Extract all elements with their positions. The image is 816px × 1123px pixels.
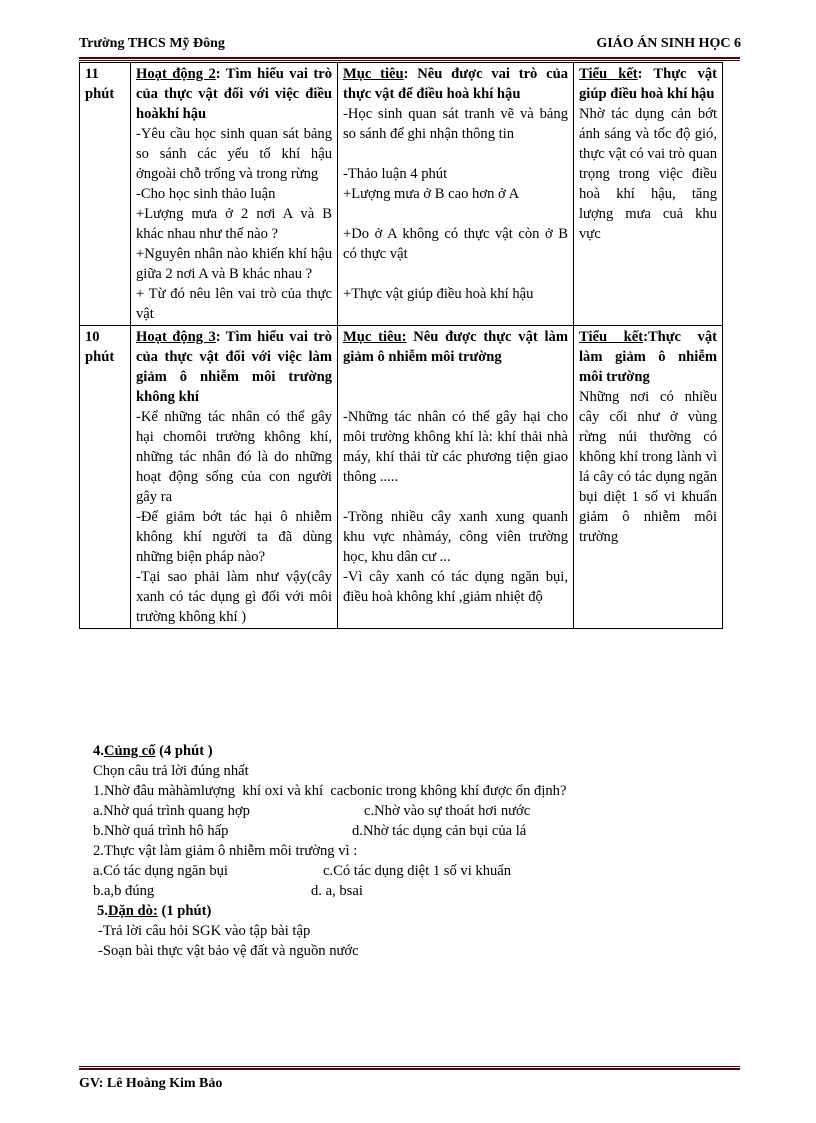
- answer-option: a.Nhờ quá trình quang hợp: [93, 803, 250, 819]
- summary-label: Tiểu kết: [579, 329, 644, 345]
- activity-cell: Hoạt động 3: Tìm hiểu vai trò của thực vật đối với việc làm giảm ô nhiễm môi trường không khí -Kể những tác nhân có thể gây hại chomôi trường không khí, những tác nhân đó là do những hoạt động sống của con người gây ra -Để giảm bớt tác hại ô nhiễm không khí người ta đã dùng những biện pháp nào? -Tại sao phải làm như vậy(cây xanh có tác dụng gì đối với môi trường không khí ): [131, 326, 338, 629]
- consolidation-heading: 4.Củng cố (4 phút ): [93, 743, 213, 759]
- post-table-section: [93, 741, 566, 961]
- objective-line: +Do ở A không có thực vật còn ở B có thực vật: [343, 226, 568, 262]
- answer-option: d.Nhờ tác dụng cản bụi của lá: [352, 823, 527, 839]
- activity-line: +Lượng mưa ở 2 nơi A và B khác nhau như thế nào ?: [136, 206, 332, 242]
- activity-line: -Cho học sinh thảo luận: [136, 186, 276, 202]
- objective-line: -Vì cây xanh có tác dụng ngăn bụi, điều hoà không khí ,giảm nhiệt độ: [343, 569, 568, 605]
- header-rule-thin: [79, 60, 740, 61]
- homework-heading: 5.Dặn dò: (1 phút): [97, 903, 212, 919]
- activity-line: + Từ đó nêu lên vai trò của thực vật: [136, 286, 332, 322]
- objective-label: Mục tiêu:: [343, 329, 407, 345]
- activity-line: -Kể những tác nhân có thể gây hại chomôi trường không khí, những tác nhân đó là do những hoạt động sống của con người gây ra: [136, 409, 332, 505]
- time-cell: 10 phút: [80, 326, 131, 629]
- homework-item: -Trả lời câu hỏi SGK vào tập bài tập: [98, 923, 311, 939]
- lesson-table: [79, 62, 723, 629]
- objective-line: -Trồng nhiều cây xanh xung quanh khu vực nhàmáy, công viên trường học, khu dân cư ...: [343, 509, 568, 565]
- footer-rule-thin: [79, 1066, 740, 1067]
- answer-option: b.Nhờ quá trình hô hấp: [93, 823, 229, 839]
- answer-option: c.Nhờ vào sự thoát hơi nước: [364, 803, 531, 819]
- activity-title: Hoạt động 3: [136, 329, 216, 345]
- objective-line: -Học sinh quan sát tranh vẽ và bảng so sánh để ghi nhận thông tin: [343, 106, 568, 142]
- question-2: 2.Thực vật làm giảm ô nhiễm môi trường vì :: [93, 843, 358, 859]
- answer-option: c.Có tác dụng diệt 1 số vi khuẩn: [323, 863, 512, 879]
- summary-body: Những nơi có nhiều cây cối như ở vùng rừng núi thường có không khí trong lành vì lá cây có tác dụng ngăn bụi diệt 1 số vi khuẩn giảm ô nhiễm môi trường: [579, 389, 717, 545]
- answer-option: b.a,b đúng: [93, 883, 155, 899]
- activity-line: +Nguyên nhân nào khiến khí hậu giữa 2 nơi A và B khác nhau ?: [136, 246, 332, 282]
- table-row: [80, 326, 723, 629]
- homework-item: -Soạn bài thực vật bảo vệ đất và nguồn nước: [98, 943, 359, 959]
- question-1: 1.Nhờ đâu màhàmlượng khí oxi và khí cacbonic trong không khí được ổn định?: [93, 783, 567, 799]
- objective-cell: Mục tiêu: Nêu được thực vật làm giảm ô nhiễm môi trường -Những tác nhân có thể gây hại cho môi trường không khí là: khí thải nhà máy, khí thải từ các phương tiện giao thông ..... -Trồng nhiều cây xanh xung quanh khu vực nhàmáy, công viên trường học, khu dân cư ... -Vì cây xanh có tác dụng ngăn bụi, điều hoà không khí ,giảm nhiệt độ: [338, 326, 574, 629]
- objective-line: -Những tác nhân có thể gây hại cho môi trường không khí là: khí thải nhà máy, khí thải từ các phương tiện giao thông .....: [343, 409, 568, 485]
- table-row: [80, 63, 723, 326]
- footer-rule: [79, 1068, 740, 1070]
- objective-line: -Thảo luận 4 phút: [343, 166, 448, 182]
- activity-cell: Hoạt động 2: Tìm hiểu vai trò của thực vật đối với việc điều hoàkhí hậu -Yêu cầu học sinh quan sát bảng so sánh các yếu tố khí hậu ởngoài chỗ trống và trong rừng -Cho học sinh thảo luận +Lượng mưa ở 2 nơi A và B khác nhau như thế nào ? +Nguyên nhân nào khiến khí hậu giữa 2 nơi A và B khác nhau ? + Từ đó nêu lên vai trò của thực vật: [131, 63, 338, 326]
- objective-cell: Mục tiêu: Nêu được vai trò của thực vật để điều hoà khí hậu -Học sinh quan sát tranh vẽ và bảng so sánh để ghi nhận thông tin -Thảo luận 4 phút +Lượng mưa ở B cao hơn ở A +Do ở A không có thực vật còn ở B có thực vật +Thực vật giúp điều hoà khí hậu: [338, 63, 574, 326]
- answer-option: d. a, bsai: [311, 883, 363, 899]
- objective-line: +Thực vật giúp điều hoà khí hậu: [343, 286, 534, 302]
- objective-label: Mục tiêu: [343, 66, 404, 82]
- activity-line: -Để giảm bớt tác hại ô nhiễm không khí người ta đã dùng những biện pháp nào?: [136, 509, 332, 565]
- summary-body: Nhờ tác dụng cản bớt ánh sáng và tốc độ gió, thực vật có vai trò quan trọng trong việc điều hoà khí hậu, tăng lượng mưa cuả khu vực: [579, 106, 717, 242]
- activity-line: -Tại sao phải làm như vậy(cây xanh có tác dụng gì đối với môi trường không khí ): [136, 569, 332, 625]
- subject-title: GIÁO ÁN SINH HỌC 6: [596, 36, 741, 51]
- answer-option: a.Có tác dụng ngăn bụi: [93, 863, 228, 879]
- objective-line: +Lượng mưa ở B cao hơn ở A: [343, 186, 520, 202]
- instruction: Chọn câu trả lời đúng nhất: [93, 763, 249, 779]
- time-cell: 11 phút: [80, 63, 131, 326]
- activity-title: Hoạt động 2: [136, 66, 216, 82]
- summary-label: Tiểu kết: [579, 66, 638, 82]
- summary-cell: Tiểu kết: Thực vật giúp điều hoà khí hậu Nhờ tác dụng cản bớt ánh sáng và tốc độ gió, thực vật có vai trò quan trọng trong việc điều hoà khí hậu, tăng lượng mưa cuả khu vực: [574, 63, 723, 326]
- teacher-name: GV: Lê Hoàng Kim Bảo: [79, 1076, 223, 1091]
- activity-line: -Yêu cầu học sinh quan sát bảng so sánh các yếu tố khí hậu ởngoài chỗ trống và trong rừng: [136, 126, 332, 182]
- header-rule: [79, 57, 740, 59]
- school-name: Trường THCS Mỹ Đông: [79, 36, 225, 51]
- summary-cell: Tiểu kết:Thực vật làm giảm ô nhiễm môi trường Những nơi có nhiều cây cối như ở vùng rừng núi thường có không khí trong lành vì lá cây có tác dụng ngăn bụi diệt 1 số vi khuẩn giảm ô nhiễm môi trường: [574, 326, 723, 629]
